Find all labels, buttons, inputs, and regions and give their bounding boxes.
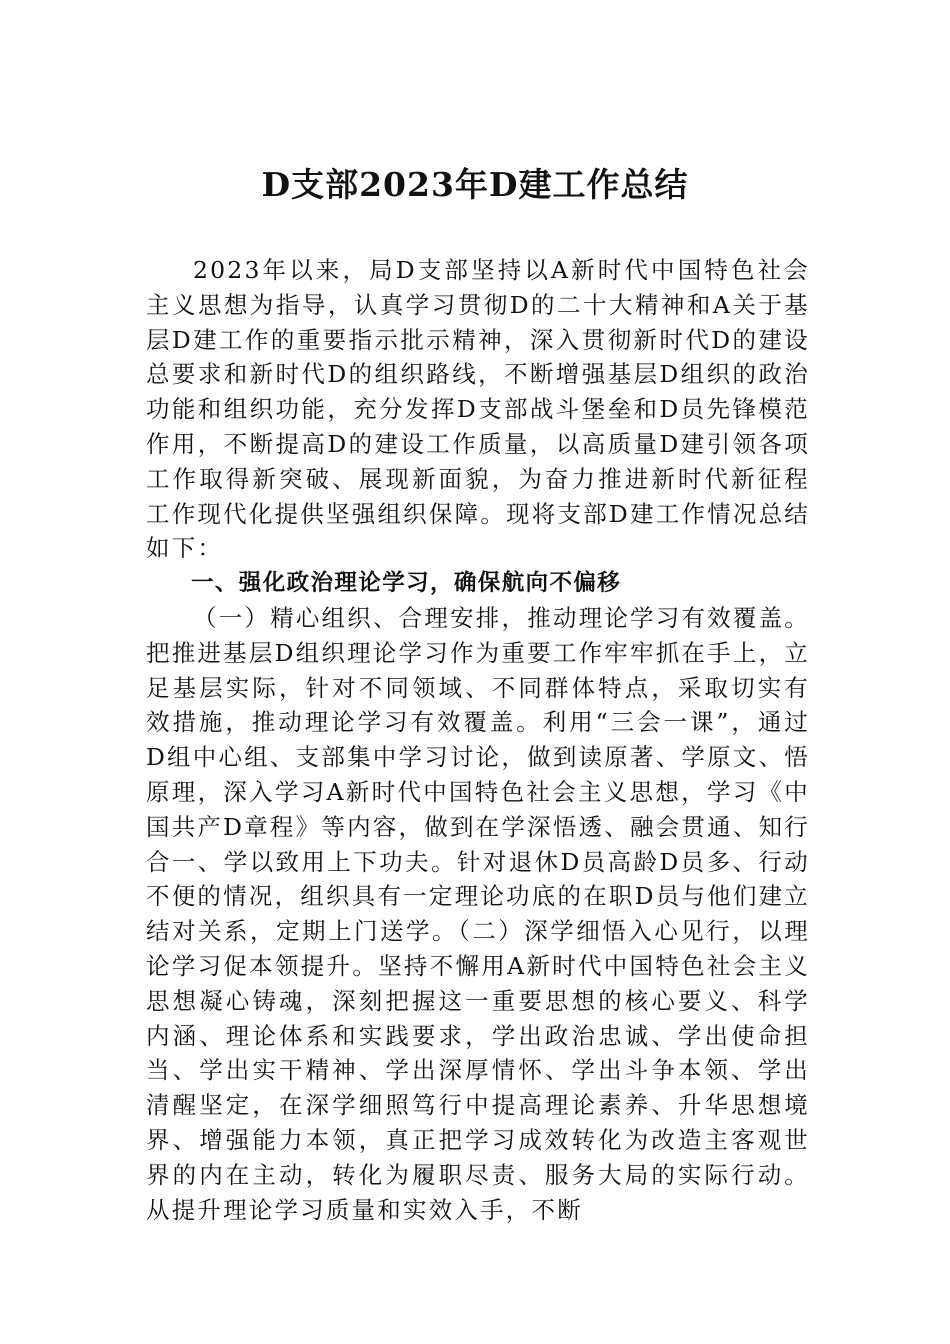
section-paragraph: （一）精心组织、合理安排，推动理论学习有效覆盖。把推进基层D组织理论学习作为重要工作牢牢抓在手上，立足基层实际，针对不同领域、不同群体特点，采取切实有效措施，推动理论学习有效覆盖。利用“三会一课”，通过D组中心组、支部集中学习讨论，做到读原著、学原文、悟原理，深入学习A新时代中国特色社会主义思想，学习《中国共产D章程》等内容，做到在学深悟透、融会贯通、知行合一、学以致用上下功夫。针对退休D员高龄D员多、行动不便的情况，组织具有一定理论功底的在职D员与他们建立结对关系，定期上门送学。（二）深学细悟入心见行，以理论学习促本领提升。坚持不懈用A新时代中国特色社会主义思想凝心铸魂，深刻把握这一重要思想的核心要义、科学内涵、理论体系和实践要求，学出政治忠诚、学出使命担当、学出实干精神、学出深厚情怀、学出斗争本领、学出清醒坚定，在深学细照笃行中提高理论素养、升华思想境界、增强能力本领，真正把学习成效转化为改造主客观世界的内在主动，转化为履职尽责、服务大局的实际行动。从提升理论学习质量和实效入手，不断 <box>146 603 810 1224</box>
document-body <box>146 253 810 1227</box>
intro-paragraph: 2023年以来，局D支部坚持以A新时代中国特色社会主义思想为指导，认真学习贯彻D的二十大精神和A关于基层D建工作的重要指示批示精神，深入贯彻新时代D的建设总要求和新时代D的组织路线，不断增强基层D组织的政治功能和组织功能，充分发挥D支部战斗堡垒和D员先锋模范作用，不断提高D的建设工作质量，以高质量D建引领各项工作取得新突破、展现新面貌，为奋力推进新时代新征程工作现代化提供坚强组织保障。现将支部D建工作情况总结如下： <box>146 256 810 563</box>
section-heading: 一、强化政治理论学习，确保航向不偏移 <box>191 570 622 597</box>
document-title: D支部2023年D建工作总结 <box>261 165 689 204</box>
